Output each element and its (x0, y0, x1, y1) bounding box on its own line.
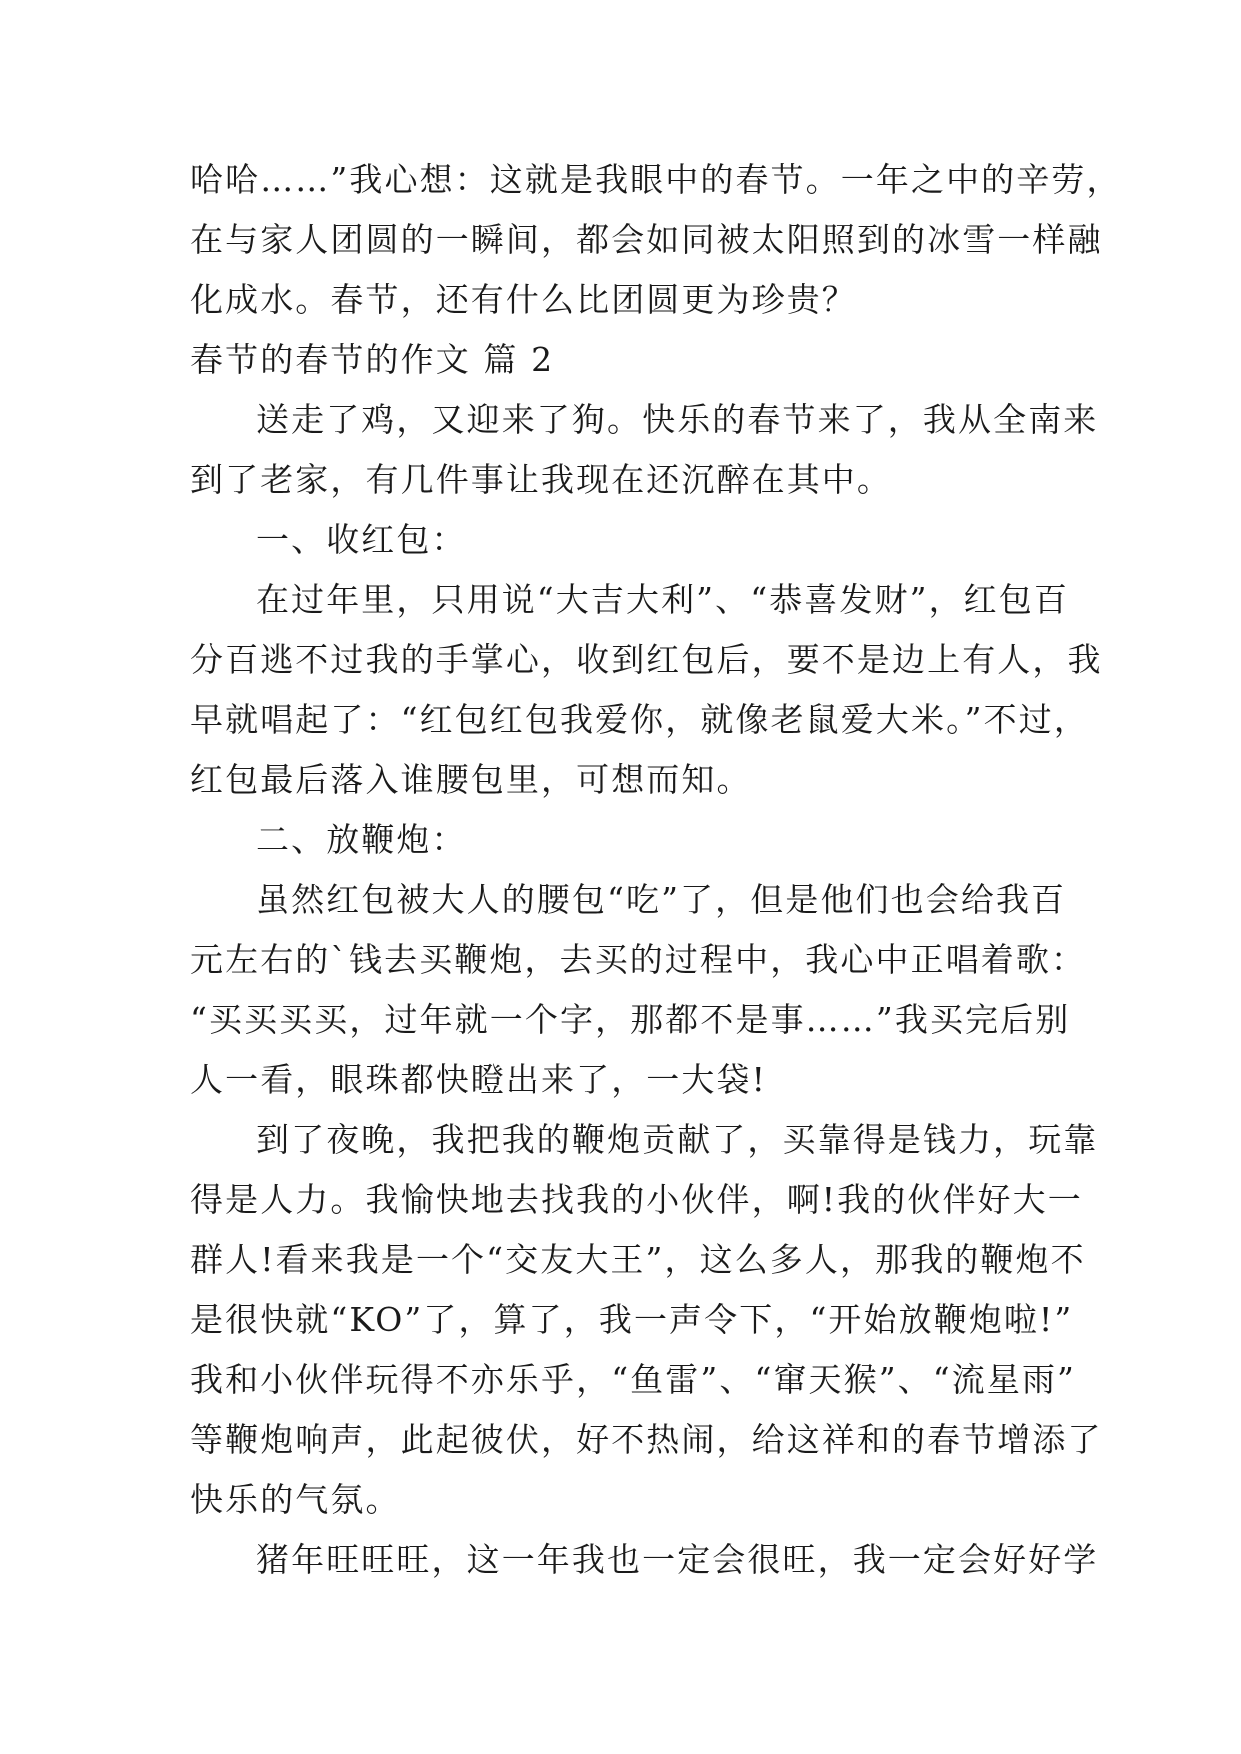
paragraph-start: 猪年旺旺旺，这一年我也一定会很旺，我一定会好好学 (256, 1540, 1099, 1579)
text-line: 分百逃不过我的手掌心，收到红包后，要不是边上有人，我 (190, 640, 1103, 679)
text-line: 群人!看来我是一个“交友大王”，这么多人，那我的鞭炮不 (190, 1240, 1086, 1279)
text-line: 得是人力。我愉快地去找我的小伙伴，啊!我的伙伴好大一 (190, 1180, 1083, 1219)
text-line: 红包最后落入谁腰包里，可想而知。 (190, 760, 752, 799)
subheading: 一、收红包： (256, 520, 467, 559)
paragraph-start: 在过年里，只用说“大吉大利”、“恭喜发财”，红包百 (256, 580, 1069, 619)
text-line: 哈哈……”我心想：这就是我眼中的春节。一年之中的辛劳， (190, 160, 1122, 199)
text-line: 快乐的气氛。 (190, 1480, 401, 1519)
text-line: 人一看，眼珠都快瞪出来了，一大袋! (190, 1060, 767, 1099)
paragraph-start: 送走了鸡，又迎来了狗。快乐的春节来了，我从全南来 (256, 400, 1099, 439)
paragraph-start: 到了夜晚，我把我的鞭炮贡献了，买靠得是钱力，玩靠 (256, 1120, 1099, 1159)
text-line: 早就唱起了：“红包红包我爱你，就像老鼠爱大米。”不过， (190, 700, 1089, 739)
text-line: 到了老家，有几件事让我现在还沉醉在其中。 (190, 460, 892, 499)
text-line: 化成水。春节，还有什么比团圆更为珍贵？ (190, 280, 857, 319)
text-line: 我和小伙伴玩得不亦乐乎，“鱼雷”、“窜天猴”、“流星雨” (190, 1360, 1077, 1399)
text-line: 在与家人团圆的一瞬间，都会如同被太阳照到的冰雪一样融 (190, 220, 1103, 259)
subheading: 二、放鞭炮： (256, 820, 467, 859)
text-line: “买买买买，过年就一个字，那都不是事……”我买完后别 (190, 1000, 1071, 1039)
text-line: 是很快就“KO”了，算了，我一声令下，“开始放鞭炮啦!” (190, 1300, 1074, 1339)
text-line: 元左右的`钱去买鞭炮，去买的过程中，我心中正唱着歌： (190, 940, 1087, 979)
paragraph-start: 虽然红包被大人的腰包“吃”了，但是他们也会给我百 (256, 880, 1067, 919)
section-heading: 春节的春节的作文 篇 2 (190, 340, 555, 379)
text-line: 等鞭炮响声，此起彼伏，好不热闹，给这祥和的春节增添了 (190, 1420, 1103, 1459)
